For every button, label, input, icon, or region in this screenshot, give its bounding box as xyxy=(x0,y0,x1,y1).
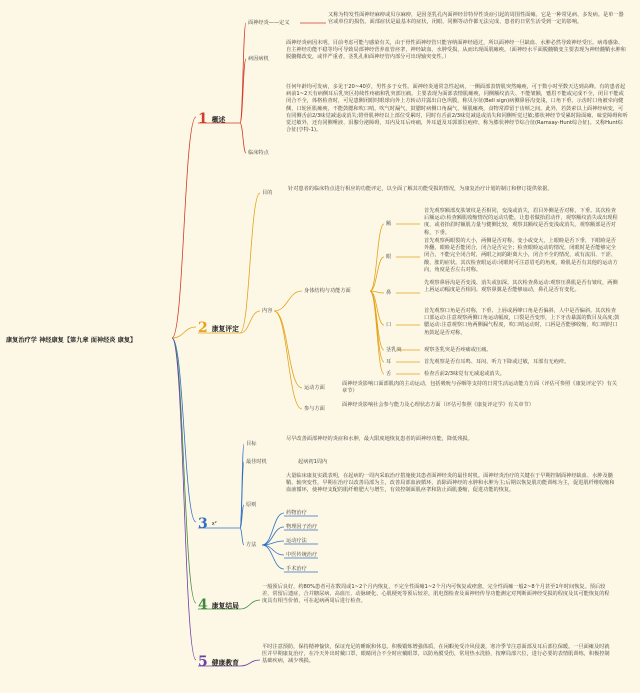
s2-content-label: 内容 xyxy=(262,308,273,314)
branch-connector xyxy=(240,528,244,545)
branch-connector xyxy=(274,311,302,388)
section-title: x² xyxy=(211,521,217,527)
s1-clinical-text: 任何年龄均可发病，多见于20~40岁，男性多于女性。面神经炎通常急性起病，一侧面部表情肌突然瘫痪，可于数小时至数天达到高峰。有的患者起病前1~2天有病侧耳后乳突区持续性疼痛和乳突部压痛。主要表现为面部表情肌瘫痪，同侧额纹消失、不能皱额，蹙眉不能或完成不全，闭目不能或闭合不全，体格检查时，可见患侧闭眼时眼球向外上方转动并露出白色巩膜，称贝尔征(Bell sign)病侧鼻唇沟变浅，口角下垂，示齿时口角被牵向健侧，口轮匝肌瘫痪，不能鼓腮和吹口哨，吹气时漏气，鼓腮时病侧口角漏气，颊肌瘫痪，食物常滞留于齿颊之间。此外，若鼓索以上面神经病变，可有同侧舌前2/3味觉减退或消失;镫骨肌神经以上部位受累时，同时有舌前2/3味觉减退或消失和同侧听觉过敏;膝状神经节受累时除面瘫、味觉障碍和听觉过敏外，还有同侧唾液、泪腺分泌障碍，耳内及耳后疼痛，外耳道及耳郭部位疱疹，称为膝状神经节综合征(Ramsay-Hunt综合征)。又称Hunt综合征(亨特-1)。 xyxy=(286,84,628,134)
s3-time-text: 起病初1周内 xyxy=(298,459,328,465)
branch-connector xyxy=(370,291,384,362)
s2-item-text: 首先观察口角是否对称，下垂、上唇或唇峰口角是否偏斜，人中是否偏斜。其次检查口部运动:注意观察两侧口角运动幅度，口裂是否变形，上下牙齿暴露的数目及高度;鼓腮运动:注意观察口角两侧漏气程度，吹口哨运动时，口唇是否能够收缩，吹口哨时口角鼓起是否对称。 xyxy=(424,308,620,336)
s2-item-key: 茎乳突 xyxy=(386,347,402,353)
s2-item-text: 先观察鼻唇沟是否变浅、消失或加深。其次检查鼻运动:观察压鼻肌是否有皱纹，两侧上唇运动幅度是否相同。观察鼻翼是否能够扇动，鼻孔是否有变化。 xyxy=(424,280,618,294)
s5-education-text: 平时注意预防，保持精神愉快，保证充足的睡眠和休息。积极锻炼增强体质，在闲暇免受冷风侵袭，寒冷季节注意面部及耳后部位保暖。一旦面瘫及时就医并早期康复治疗，在冷天外出时戴口罩，眼睛闭合不全时应戴眼罩，以防角膜受伤，常用热水洗脸，按摩局部穴位，进行必要的表情肌训练，积极控制基础疾病，减少残损。 xyxy=(262,644,610,665)
branch-connector xyxy=(240,123,246,153)
s1-definition-label: 面神经炎——定义 xyxy=(248,20,290,26)
branch-connector xyxy=(370,291,384,350)
branch-connector xyxy=(274,291,302,311)
s3-method-item: 运动疗法 xyxy=(286,538,307,544)
section-number: 3 xyxy=(198,516,208,532)
s1-cause-text: 面神经炎病因未明。目前考虑可能与感染有关，由于骨性面神经管只能容纳面神经通过，所以面神经一旦缺血、水肿必然导致神经受压。病毒感染、自主神经功能不稳等均可导致局部神经营养血管痉挛，神经缺血、水肿受损，从而出现面肌瘫痪。（面神经水平面脱髓鞘变主要表现为神经髓鞘水肿和脱髓鞘改变，或伴严重者，茎乳孔和面神经管内部分可出现轴突变性。） xyxy=(286,40,626,61)
s3-method-item: 物理因子治疗 xyxy=(286,524,318,530)
branch-connector xyxy=(262,545,284,555)
s2-item-key: 舌 xyxy=(386,371,392,377)
root-to-section-connector xyxy=(172,338,196,660)
branch-connector xyxy=(240,311,260,333)
section-title: 健康教育 xyxy=(211,659,239,667)
section-number: 2 xyxy=(198,320,208,336)
s3-method-item: 中医传统治疗 xyxy=(286,552,318,558)
section-title: 概述 xyxy=(211,116,226,124)
s3-method-label: 方法 xyxy=(246,542,257,548)
s2-motor-label: 运动方面 xyxy=(304,385,325,391)
branch-connector xyxy=(370,224,384,291)
section-title: 康复评定 xyxy=(211,325,239,333)
branch-connector xyxy=(262,513,284,545)
section-3-header xyxy=(198,516,217,532)
s1-cause-label: 病因病机 xyxy=(248,56,269,62)
s2-item-key: 耳 xyxy=(386,359,392,365)
s2-purpose-text: 针对患者的临床特点进行相应的功能评定，以全面了解其功能受损的情况，为康复治疗计划的制订和修订提供依据。 xyxy=(288,186,553,192)
section-1-header xyxy=(198,111,225,127)
s3-principle-label: 原则 xyxy=(246,502,257,508)
s1-definition-text: 又称为特发性面神经麻痹或贝尔麻痹，是因茎乳孔内面神经非特异性炎症引起的周围性面瘫。它是一种常见病、多发病。是单一器官或单位的损伤。面部症状是最基本的症状，闭眼、同侧等动作都无法完成，患者的日常生活受到一定的影响。 xyxy=(328,12,624,26)
s2-item-key: 眼 xyxy=(386,254,392,260)
s3-goal-label: 目标 xyxy=(246,441,257,447)
s2-item-text: 首先观察额部皮肤皱纹是否相同，变浅或消失，眉目外侧是否对称，下垂。其次检查后额运动:检查额肌收缩情况的运动功能。让患者做抬眉动作，观察额纹消失或出现程度，或者抬眉时额肌力量与健侧比较，观察其额纹是否变浅或消失。观察额部是否对称，下垂。 xyxy=(424,208,618,236)
section-5-header xyxy=(198,654,239,670)
s2-participation-label: 参与方面 xyxy=(304,406,325,412)
root-to-section-connector xyxy=(172,338,196,603)
s4-outcome-text: 一般预后良好，约80%患者可在数周或1~2个月内恢复，不完全性面瘫1~2个月内可恢复或痊愈，完全性面瘫一般2~8个月甚至1年时间恢复。预后较差，常留后遗症，合并糖尿病、高血压、动脉硬化、心肌梗死等预后较差。肌电图检查及面神经传导功能测定对判断面神经受损的程度及其可能恢复的程度具有相当价值，可在起病两周后进行检查。 xyxy=(262,584,610,605)
section-title: 康复结局 xyxy=(211,602,239,610)
s2-participation-text: 面神经炎影响社会参与能力及心理状态方面（评估可参照《康复评定学》有关章节） xyxy=(342,402,534,408)
s1-clinical-label: 临床特点 xyxy=(248,150,269,156)
s2-purpose-label: 目的 xyxy=(262,190,273,196)
s3-method-item: 药物治疗 xyxy=(286,510,307,516)
s2-item-text: 检查舌前2/3味觉有无减退或消失。 xyxy=(424,371,505,377)
section-4-header xyxy=(198,597,239,613)
s2-body-label: 身体结构与功能方面 xyxy=(304,288,351,294)
branch-connector xyxy=(240,660,260,666)
s3-method-item: 手术治疗 xyxy=(286,566,307,572)
s2-item-text: 首先观察是否有耳鸣、耳闷、听力下降或过敏，耳部有无疱疹。 xyxy=(424,359,570,365)
section-number: 1 xyxy=(198,111,208,127)
branch-connector xyxy=(370,291,384,374)
section-2-header xyxy=(198,320,239,336)
s2-motor-text: 面神经炎影响口面部肌肉的主动运动，包括吸吮与吞咽等支持的日常生活运动能力方面（评估可参照《康复评定学》有关章节） xyxy=(342,381,617,395)
branch-connector xyxy=(370,257,384,291)
branch-connector xyxy=(274,311,302,409)
s3-principle-text: 大量临床康复实践表明，在起病的一周内采取治疗措施使其患者面神经炎的最佳时机。面神经炎治疗的关键在于早期控制面神经缺血、水肿及髓鞘、轴突变性，早期在治疗以改善局部为主，改善局部血液循环，消除面神经的水肿和水肿为主;后期以恢复肌功能训练为主，促进肌纤维收缩和血液循环，使神经支配的肌纤维肥大与增生，有效控制面肌痉挛和防止面肌萎缩，促进功能的恢复。 xyxy=(286,473,615,494)
branch-connector xyxy=(262,545,284,569)
s3-time-label: 最佳时机 xyxy=(246,459,267,465)
section-number: 5 xyxy=(198,654,208,670)
s2-item-text: 观察茎乳突是否疼痛或压痛。 xyxy=(424,347,492,353)
root-to-section-connector xyxy=(172,117,196,338)
mindmap-root: 康复治疗学 神经康复【第九章 面神经炎 康复】 xyxy=(6,337,137,344)
branch-connector xyxy=(240,600,260,609)
s2-item-key: 额 xyxy=(386,221,392,227)
s3-goal-text: 尽早改善面部神经的炎症和水肿，最大限度地恢复患者的面神经功能，降低残损。 xyxy=(286,436,473,442)
section-number: 4 xyxy=(198,597,208,613)
s2-item-key: 口 xyxy=(386,322,392,328)
branch-connector xyxy=(240,23,246,123)
s2-item-text: 首先观察两眼裂的大小，两侧是否对称、变小或变大，上眼睑是否下垂，下眼睑是否外翻，眼睑是否能闭合，闭合是否完全；检查眼睑运动的情况，闭眼时是否能够完全闭合，不能完全闭合时，两眼之间的距离大小，闭合不全的情况，或有流泪、干涩、酸、胀的症状。其次检查眼运动:闭眼时可注意眉毛的角度，睑肌是否有其他的运动方向，角度是否左右对称。 xyxy=(424,238,618,273)
s2-item-key: 鼻 xyxy=(386,290,392,296)
